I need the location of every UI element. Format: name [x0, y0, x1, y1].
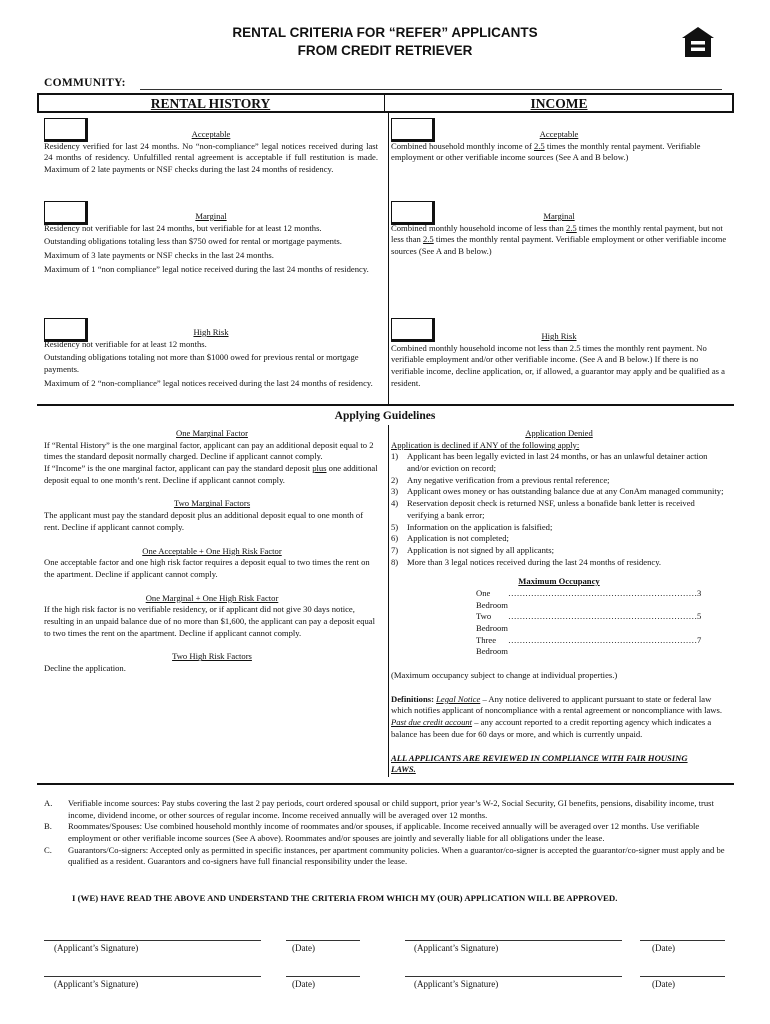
applicant-signature-label: (Applicant’s Signature)	[414, 979, 499, 989]
income-acceptable-text-a: Combined household monthly income of	[391, 140, 534, 151]
denied-item	[391, 475, 727, 487]
occupancy-row	[476, 634, 702, 658]
definitions-label: Definitions:	[391, 693, 434, 704]
rental-marginal-p4: Maximum of 1 “non compliance” legal notice received during the last 24 months of residency.	[44, 263, 369, 274]
term-legal-notice: Legal Notice	[436, 693, 481, 704]
occupancy-row-label: Two Bedroom	[476, 611, 508, 633]
date-label: (Date)	[292, 943, 315, 953]
note-item	[44, 821, 726, 844]
denied-item	[391, 451, 727, 474]
denied-item-text: Reservation deposit check is returned NSF, unless a bonafide bank letter is received verifying a bank error;	[407, 498, 695, 520]
denied-item-number: 1)	[391, 451, 399, 462]
rental-high-risk-p1: Residency not verifiable for at least 12 months.	[44, 338, 207, 349]
def-legal-notice: – Any notice delivered to applicant pursuant to state or federal law which notifies applicant of noncompliance with a rental agreement or noncompliance with laws.	[391, 693, 722, 716]
two-high-heading: Two High Risk Factors	[172, 651, 252, 662]
income-high-risk-label: High Risk	[541, 331, 577, 341]
guidelines-title: Applying Guidelines	[334, 410, 436, 422]
rental-acceptable-text: Residency verified for last 24 months. No “non-compliance” legal notices received during last 24 months of residency. Unfulfilled rental agreement is acceptable if full restitution is made. Maximum of 2 late payments or NSF checks during the last 24 months of residency.	[44, 140, 378, 175]
denied-item-number: 7)	[391, 544, 399, 555]
rental-high-risk-section	[44, 327, 378, 389]
denied-item	[391, 498, 727, 521]
denied-item-text: Information on the application is falsified;	[407, 521, 553, 532]
note-text: Verifiable income sources: Pay stubs covering the last 2 pay periods, court ordered spousal or child support, prior year’s W-2, Social Security, GI benefits, pensions, disability income, trust income, dividend income, or other sources of regular income. Income received annually will be averaged over 12 months.	[68, 798, 714, 820]
denied-item-text: Any negative verification from a previous rental reference;	[407, 474, 610, 485]
denied-item-number: 4)	[391, 498, 399, 509]
denied-item-number: 2)	[391, 474, 399, 485]
occupancy-table	[476, 587, 702, 658]
denied-item	[391, 522, 727, 534]
one-marginal-p2-a: If “Income” is the one marginal factor, applicant can pay the standard deposit	[44, 463, 313, 474]
guidelines-bottom-rule	[37, 783, 734, 785]
acceptable-high-heading: One Acceptable + One High Risk Factor	[142, 545, 282, 556]
column-divider	[388, 113, 389, 404]
occupancy-row-dots: …………………………………………………………	[507, 611, 698, 622]
applicant-signature-field-4[interactable]	[405, 976, 622, 977]
term-past-due: Past due credit account	[391, 717, 473, 728]
date-field-2[interactable]	[640, 940, 725, 941]
rental-high-risk-p2: Outstanding obligations totaling not more than $1000 owed for previous rental or mortgage payments.	[44, 352, 359, 375]
title-line-1: RENTAL CRITERIA FOR “REFER” APPLICANTS	[232, 25, 538, 40]
denied-intro: Application is declined if ANY of the following apply:	[391, 439, 580, 450]
occupancy-row-value: 5	[697, 611, 702, 622]
income-marginal-text-b: times the monthly rental payment, but not less than	[391, 222, 723, 245]
community-label: COMMUNITY:	[44, 77, 126, 89]
date-field-1[interactable]	[286, 940, 360, 941]
denied-item-text: Application is not signed by all applicants;	[407, 544, 555, 555]
occupancy-row-label: Three Bedroom	[476, 634, 508, 657]
note-text: Guarantors/Co-signers: Accepted only as permitted in specific instances, per apartment community policies. When a guarantor/co-signer is accepted the guarantor/co-signer must apply and be qualified as a resident. Guarantors and co-signers have full financial responsibility under the lease.	[68, 844, 725, 867]
rental-marginal-p3: Maximum of 3 late payments or NSF checks in the last 24 months.	[44, 250, 274, 261]
rental-high-risk-p3: Maximum of 2 “non-compliance” legal notices received during the last 24 months of residency.	[44, 377, 373, 388]
def-past-due: – any account reported to a credit reporting agency which indicates a balance has been due for 60 days or more, and which is currently unpaid.	[391, 717, 712, 739]
guidelines-left-column	[44, 428, 380, 675]
one-marginal-p2-plus: plus	[312, 463, 327, 474]
acceptable-high-text: One acceptable factor and one high risk factor requires a deposit equal to two times the rent on the apartment. Decline if applicant cannot comply.	[44, 557, 370, 579]
guidelines-top-rule	[37, 404, 734, 406]
income-acceptable-text-b: times the monthly rental payment. Verifiable employment or other verifiable income sources (See A and B below.)	[391, 140, 701, 163]
note-text: Roommates/Spouses: Use combined household monthly income of roommates and/or spouses, if applicable. Income received annually will be averaged over 12 months. Use verifiable employment or other verifiable income sources (See A above). Roommates and/or spouses are jointly and severally liable for all obligations under the lease.	[68, 821, 700, 844]
denied-item-text: Application is not completed;	[407, 533, 509, 544]
occupancy-row	[476, 587, 702, 611]
marginal-high-text: If the high risk factor is no verifiable residency, or if applicant did not give 30 days notice, resulting in an unpaid balance due of no more than $1,600, the applicant can pay a deposit equal to two times the rent on the apartment. Decline if applicant cannot comply.	[44, 604, 375, 638]
applicant-signature-field-1[interactable]	[44, 940, 261, 941]
income-marginal-text-c: times the monthly rental payment. Verifiable employment or other verifiable income sources (See A and B below.)	[391, 234, 727, 257]
occupancy-row-value: 3	[697, 587, 702, 598]
occupancy-row-label: One Bedroom	[476, 587, 508, 610]
income-high-risk-section	[391, 331, 727, 389]
income-marginal-section	[391, 211, 727, 258]
income-acceptable-section	[391, 129, 727, 164]
denied-item-number: 6)	[391, 533, 399, 544]
rental-acceptable-label: Acceptable	[191, 129, 231, 139]
rental-marginal-p2: Outstanding obligations totaling less than $750 owed for rental or mortgage payments.	[44, 236, 342, 247]
applicant-signature-field-2[interactable]	[405, 940, 622, 941]
rental-high-risk-label: High Risk	[193, 327, 229, 337]
date-field-4[interactable]	[640, 976, 725, 977]
community-field[interactable]	[140, 89, 722, 90]
income-acceptable-ratio: 2.5	[533, 140, 545, 151]
date-label: (Date)	[652, 943, 675, 953]
denied-item	[391, 533, 727, 545]
income-header: INCOME	[530, 96, 588, 111]
occupancy-row-value: 7	[697, 634, 702, 645]
marginal-high-heading: One Marginal + One High Risk Factor	[145, 592, 279, 603]
one-marginal-heading: One Marginal Factor	[176, 428, 248, 438]
two-marginal-text: The applicant must pay the standard deposit plus an additional deposit equal to one month of rent. Decline if applicant cannot comply.	[44, 510, 364, 532]
note-item	[44, 845, 726, 868]
equal-housing-icon	[681, 26, 715, 58]
guidelines-column-divider	[388, 425, 389, 777]
denied-item	[391, 557, 727, 569]
income-marginal-ratio-1: 2.5	[565, 222, 577, 233]
occupancy-heading: Maximum Occupancy	[518, 576, 600, 587]
applicant-signature-label: (Applicant’s Signature)	[414, 943, 499, 953]
two-high-text: Decline the application.	[44, 663, 126, 673]
occupancy-row	[476, 611, 702, 634]
denied-item	[391, 486, 727, 498]
applicant-signature-field-3[interactable]	[44, 976, 261, 977]
notes-list	[44, 798, 726, 868]
income-acceptable-label: Acceptable	[539, 129, 579, 139]
denied-item-number: 3)	[391, 486, 399, 497]
rental-history-header: RENTAL HISTORY	[150, 96, 271, 111]
date-field-3[interactable]	[286, 976, 360, 977]
fair-housing-statement: ALL APPLICANTS ARE REVIEWED IN COMPLIANCE WITH FAIR HOUSING LAWS.	[391, 752, 688, 775]
income-marginal-label: Marginal	[543, 211, 575, 221]
income-marginal-text-a: Combined monthly household income of less than	[391, 222, 566, 233]
one-marginal-p1: If “Rental History” is the one marginal factor, applicant can pay an additional deposit equal to 2 times the standard deposit normally charged. Decline if applicant cannot comply.	[44, 439, 374, 462]
one-marginal-p2-b: one additional deposit equal to one month’s rent. Decline if applicant cannot comply.	[44, 463, 378, 485]
date-label: (Date)	[652, 979, 675, 989]
rental-marginal-p1: Residency not verifiable for last 24 months, but verifiable for at least 12 months.	[44, 222, 322, 233]
denied-item	[391, 545, 727, 557]
income-high-risk-text: Combined monthly household income not less than 2.5 times the monthly rent payment. No verifiable employment and/or other verifiable income. (See A and B below.) If there is no verifiable income, decline application, or, if allowed, a guarantor may apply and be qualified as a resident.	[391, 342, 725, 388]
guidelines-right-column	[391, 428, 727, 776]
note-letter: A.	[44, 798, 53, 808]
denied-item-text: Applicant has been legally evicted in last 24 months, or has an unlawful detainer action and/or eviction on record;	[407, 451, 708, 474]
acknowledgement: I (WE) HAVE READ THE ABOVE AND UNDERSTAND THE CRITERIA FROM WHICH MY (OUR) APPLICATION WILL BE APPROVED.	[72, 893, 618, 903]
denied-item-number: 5)	[391, 521, 399, 532]
denied-item-text: More than 3 legal notices received during the last 24 months of residency.	[407, 556, 662, 567]
two-marginal-heading: Two Marginal Factors	[173, 498, 251, 509]
applicant-signature-label: (Applicant’s Signature)	[54, 943, 139, 953]
denied-item-number: 8)	[391, 556, 399, 567]
note-letter: B.	[44, 821, 52, 832]
rental-marginal-label: Marginal	[195, 211, 227, 221]
occupancy-note: (Maximum occupancy subject to change at individual properties.)	[391, 670, 618, 681]
title-line-2: FROM CREDIT RETRIEVER	[297, 43, 473, 58]
note-item	[44, 798, 726, 821]
rental-marginal-section	[44, 211, 378, 275]
denied-heading: Application Denied	[525, 428, 593, 438]
note-letter: C.	[44, 844, 52, 855]
rental-acceptable-section	[44, 129, 378, 176]
income-marginal-ratio-2: 2.5	[422, 234, 434, 245]
occupancy-row-dots: …………………………………………………………	[507, 587, 698, 598]
denied-list	[391, 451, 727, 568]
denied-item-text: Applicant owes money or has outstanding balance due at any ConAm managed community;	[407, 486, 724, 497]
date-label: (Date)	[292, 979, 315, 989]
definitions	[391, 694, 727, 741]
applicant-signature-label: (Applicant’s Signature)	[54, 979, 139, 989]
occupancy-row-dots: …………………………………………………………	[507, 634, 698, 645]
